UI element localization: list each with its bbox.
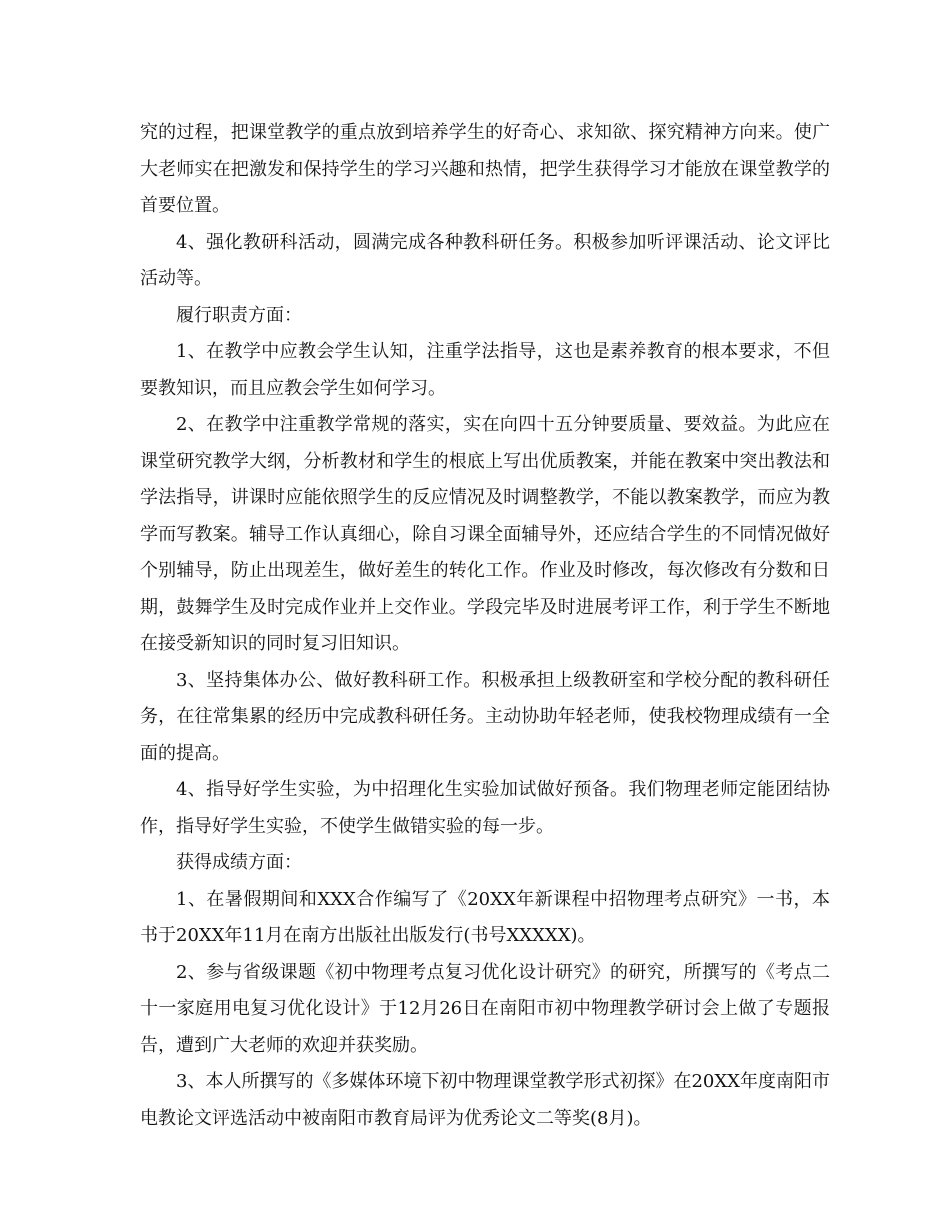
paragraph-10: 2、参与省级课题《初中物理考点复习优化设计研究》的研究，所撰写的《考点二十一家庭用电复习优化设计》于12月26日在南阳市初中物理教学研讨会上做了专题报告，遭到广大老师的欢迎并获奖励。 [140, 961, 830, 1056]
document-body [140, 115, 830, 1137]
paragraph-6: 3、坚持集体办公、做好教科研工作。积极承担上级教研室和学校分配的教科研任务，在往常集累的经历中完成教科研任务。主动协助年轻老师，使我校物理成绩有一全面的提高。 [140, 669, 830, 764]
paragraph-4: 1、在教学中应教会学生认知，注重学法指导，这也是素养教育的根本要求，不但要教知识，而且应教会学生如何学习。 [140, 341, 830, 399]
paragraph-1: 究的过程，把课堂教学的重点放到培养学生的好奇心、求知欲、探究精神方向来。使广大老师实在把激发和保持学生的学习兴趣和热情，把学生获得学习才能放在课堂教学的首要位置。 [140, 122, 830, 216]
paragraph-2: 4、强化教研科活动，圆满完成各种教科研任务。积极参加听评课活动、论文评比活动等。 [140, 231, 830, 289]
paragraph-9: 1、在暑假期间和XXX合作编写了《20XX年新课程中招物理考点研究》一书，本书于20XX年11月在南方出版社出版发行(书号XXXXX)。 [140, 888, 830, 946]
section-heading-achievements: 获得成绩方面： [176, 852, 302, 873]
paragraph-11: 3、本人所撰写的《多媒体环境下初中物理课堂教学形式初探》在20XX年度南阳市电教论文评选活动中被南阳市教育局评为优秀论文二等奖(8月)。 [140, 1071, 830, 1129]
paragraph-7: 4、指导好学生实验，为中招理化生实验加试做好预备。我们物理老师定能团结协作，指导好学生实验，不使学生做错实验的每一步。 [140, 779, 830, 837]
section-heading-duties: 履行职责方面： [176, 304, 302, 326]
paragraph-5: 2、在教学中注重教学常规的落实，实在向四十五分钟要质量、要效益。为此应在课堂研究教学大纲，分析教材和学生的根底上写出优质教案，并能在教案中突出教法和学法指导，讲课时应能依照学生的反应情况及时调整教学，不能以教案教学，而应为教学而写教案。辅导工作认真细心，除自习课全面辅导外，还应结合学生的不同情况做好个别辅导，防止出现差生，做好差生的转化工作。作业及时修改，每次修改有分数和日期，鼓舞学生及时完成作业并上交作业。学段完毕及时进展考评工作，利于学生不断地在接受新知识的同时复习旧知识。 [140, 414, 830, 654]
